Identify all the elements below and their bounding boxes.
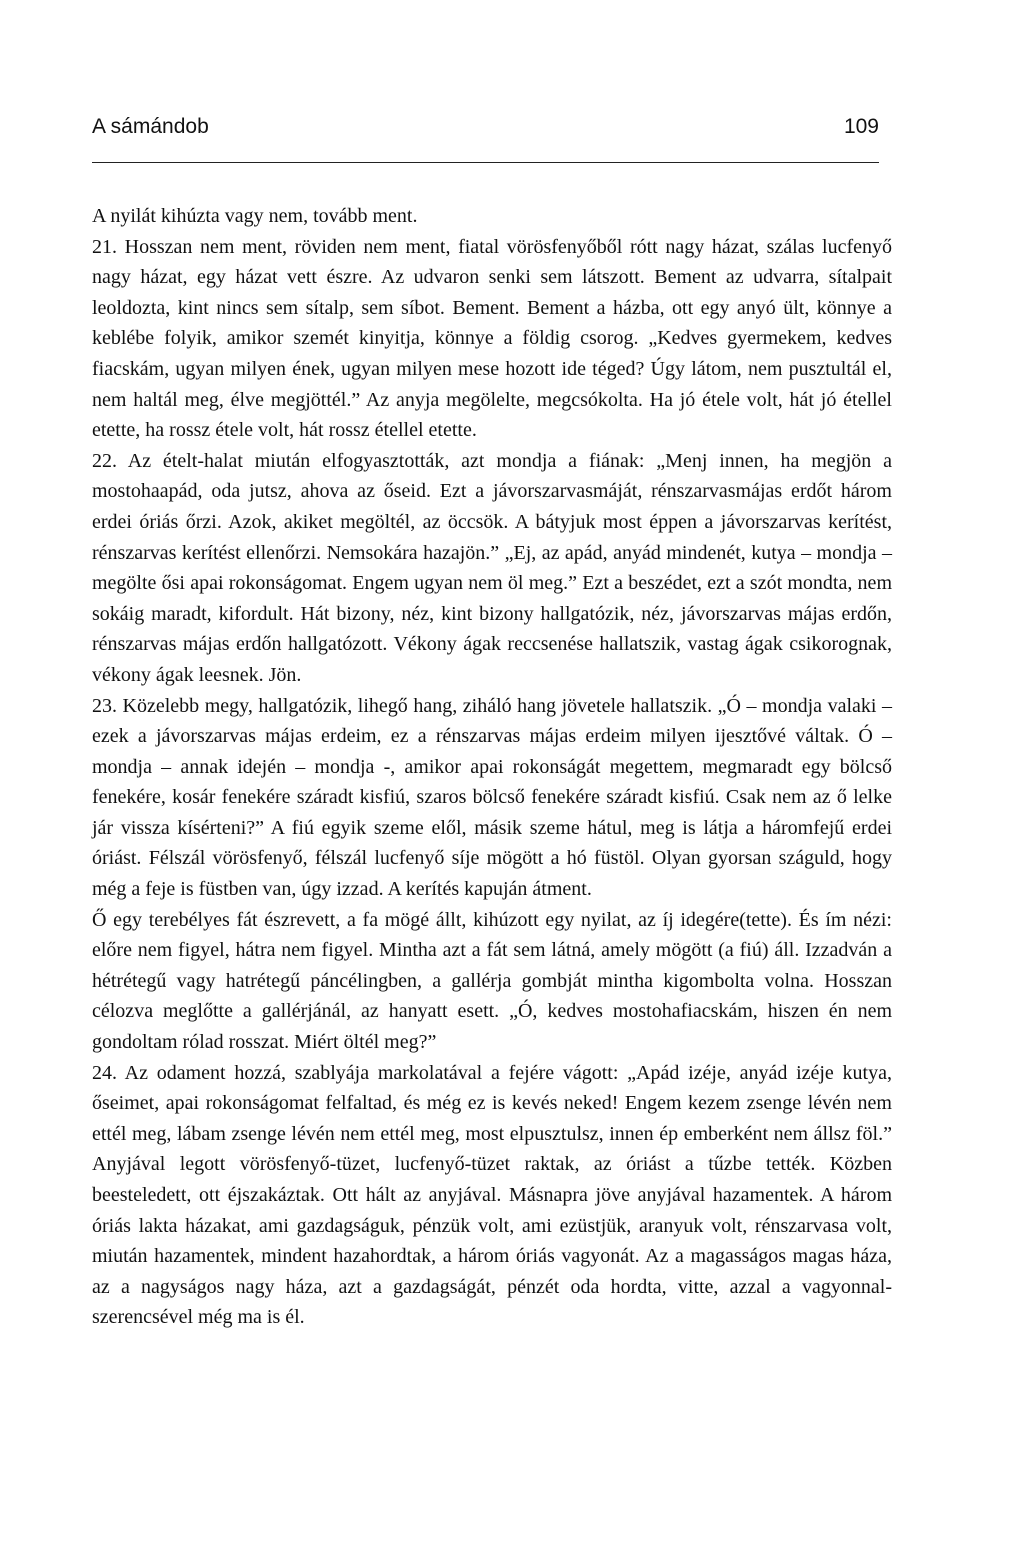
- page-number: 109: [843, 115, 879, 138]
- paragraph-21: 21. Hosszan nem ment, röviden nem ment, fiatal vörösfenyőből rótt nagy házat, szálas lucfenyő nagy házat, egy házat vett észre. Az udvaron senki sem látszott. Bement az udvarra, sítalpait leoldozta, kint nincs sem sítalp, sem síbot. Bement. Bement a házba, ott egy anyó ült, könnye a keblébe folyik, amikor szemét kinyitja, könnye a földig csorog. „Kedves gyermekem, kedves fiacskám, ugyan milyen ének, ugyan milyen mese hozott ide téged? Úgy látom, nem pusztultál el, nem haltál meg, élve megjöttél.” Az anyja megölelte, megcsókolta. Ha jó étele volt, hát jó étellel etette, ha rossz étele volt, hát rossz étellel etette.: [92, 235, 892, 442]
- paragraph-23-continued: Ő egy terebélyes fát észrevett, a fa mögé állt, kihúzott egy nyilat, az íj idegére(tette). És ím nézi: előre nem figyel, hátra nem figyel. Mintha azt a fát sem látná, amely mögött (a fiú) áll. Izzadván a hétrétegű vagy hatrétegű páncélingben, a gallérja gombját mintha kigombolta volna. Hosszan célozva meglőtte a gallérjánál, az hanyatt esett. „Ó, kedves mostohafiacskám, hiszen én nem gondoltam rólad rosszat. Miért öltél meg?”: [92, 908, 892, 1054]
- paragraph-intro: A nyilát kihúzta vagy nem, tovább ment.: [92, 205, 418, 227]
- paragraph-24: 24. Az odament hozzá, szablyája markolatával a fejére vágott: „Apád izéje, anyád izéje kutya, őseimet, apai rokonságomat felfaltad, és még ez is kevés neked! Engem kezem zsenge lévén nem ettél meg, lábam zsenge lévén nem ettél meg, most elpusztulsz, innen ép emberként nem állsz föl.” Anyjával legott vörösfenyő-tüzet, lucfenyő-tüzet raktak, az óriást a tűzbe tették. Közben beesteledett, ott éjszakáztak. Ott hált az anyjával. Másnapra jöve anyjával hazamentek. A három óriás lakta házakat, ami gazdagságuk, pénzük volt, ami ezüstjük, aranyuk volt, rénszarvasa volt, miután hazamentek, mindent hazahordtak, a három óriás vagyonát. Az a magasságos magas háza, az a nagyságos nagy háza, azt a gazdagságát, pénzét oda hordta, vitte, azzal a vagyonnal-szerencsével még ma is él.: [92, 1061, 892, 1329]
- chapter-title: A sámándob: [92, 115, 209, 138]
- running-head: [92, 112, 879, 142]
- paragraph-23: 23. Közelebb megy, hallgatózik, lihegő hang, ziháló hang jövetele hallatszik. „Ó – mondja valaki – ezek a jávorszarvas májas erdeim, ez a rénszarvas májas erdeim milyen ijesztővé váltak. Ó – mondja – annak idején – mondja -, amikor apai rokonságát megettem, megmaradt egy bölcső fenekére, kosár fenekére száradt kisfiú, szaros bölcső fenekére száradt kisfiú. Csak nem az ő lelke jár vissza kísérteni?” A fiú egyik szeme elől, másik szeme hátul, meg is látja a háromfejű erdei óriást. Félszál vörösfenyő, félszál lucfenyő síje mögött a hó füstöl. Olyan gyorsan száguld, hogy még a feje is füstben van, úgy izzad. A kerítés kapuján átment.: [92, 694, 892, 901]
- paragraph-22: 22. Az ételt-halat miután elfogyasztották, azt mondja a fiának: „Menj innen, ha megjön a mostohaapád, oda jutsz, ahova az őseid. Ezt a jávorszarvasmáját, rénszarvasmájas erdőt három erdei óriás őrzi. Azok, akiket megöltél, az öccsök. A bátyjuk most éppen a jávorszarvas kerítést, rénszarvas kerítést ellenőrzi. Nemsokára hazajön.” „Ej, az apád, anyád mindenét, kutya – mondja – megölte ősi apai rokonságomat. Engem ugyan nem öl meg.” Ezt a beszédet, ezt a szót mondta, nem sokáig maradt, kifordult. Hát bizony, néz, kint bizony hallgatózik, néz, jávorszarvas májas erdőn, rénszarvas májas erdőn hallgatózott. Vékony ágak reccsenése hallatszik, vastag ágak csikorognak, vékony ágak leesnek. Jön.: [92, 449, 892, 686]
- body-text: [92, 201, 892, 1333]
- header-rule: [92, 162, 879, 163]
